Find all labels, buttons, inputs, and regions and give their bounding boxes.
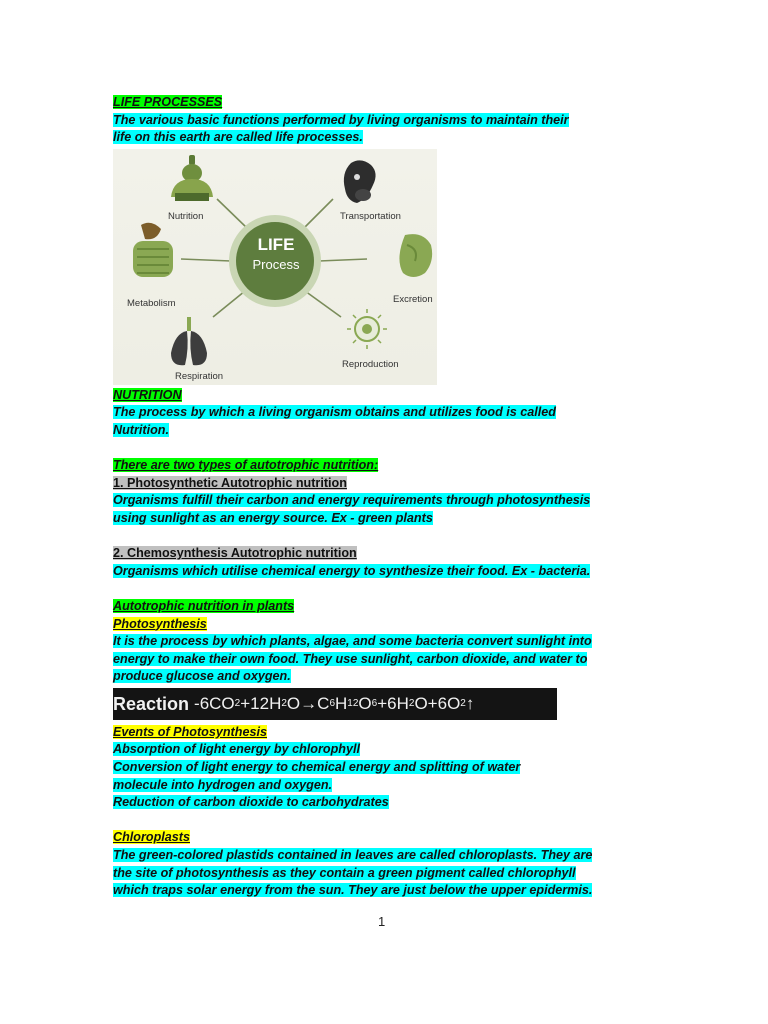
heading-photosynthesis: Photosynthesis (113, 616, 207, 631)
chloroplasts-line-1: The green-colored plastids contained in leaves are called chloroplasts. They are (113, 848, 593, 863)
photosynthesis-line-2: energy to make their own food. They use sunlight, carbon dioxide, and water to (113, 651, 588, 666)
heading-type-2: 2. Chemosynthesis Autotrophic nutrition (113, 546, 357, 561)
heart-icon (344, 160, 376, 203)
label-transportation: Transportation (340, 210, 401, 222)
page-number: 1 (378, 914, 386, 929)
reaction-plus-2: + (377, 693, 388, 713)
reaction-water-sub: 2 (281, 697, 287, 709)
reaction-dash: - (194, 693, 200, 713)
reaction-up-arrow: ↑ (465, 693, 475, 713)
photosynthesis-line-3: produce glucose and oxygen. (113, 669, 291, 684)
type1-line-1: Organisms fulfill their carbon and energy requirements through photosynthesis (113, 493, 591, 508)
intro-line-1: The various basic functions performed by living organisms to maintain their (113, 112, 569, 127)
reaction-water-2: 6H (387, 693, 409, 713)
line-reproduction (305, 291, 341, 317)
reaction-plus-1: + (240, 693, 251, 713)
nutrition-icon (171, 155, 213, 201)
label-metabolism: Metabolism (127, 297, 176, 309)
photosynthesis-reaction-banner (113, 688, 557, 720)
line-metabolism (181, 259, 231, 261)
reaction-water-2-sub: 2 (408, 697, 415, 709)
reaction-co2-sub: 2 (234, 697, 241, 709)
reaction-glucose-c-sub: 6 (329, 697, 335, 709)
label-excretion: Excretion (393, 293, 433, 305)
lungs-icon (171, 317, 207, 365)
reaction-oxygen: 6O (437, 693, 461, 713)
digestive-system-icon (133, 223, 173, 277)
nutrition-line-1: The process by which a living organism obtains and utilizes food is called (113, 405, 556, 420)
events-line-2: Conversion of light energy to chemical energy and splitting of water (113, 760, 521, 775)
nutrition-line-2: Nutrition. (113, 422, 169, 437)
reaction-glucose-o-sub: 6 (371, 697, 378, 709)
chloroplasts-line-2: the site of photosynthesis as they contain a green pigment called chlorophyll (113, 865, 576, 880)
reaction-water-2-o: O (414, 693, 428, 713)
type1-line-2: using sunlight as an energy source. Ex - green plants (113, 510, 433, 525)
document-content (113, 94, 593, 900)
reaction-water-o: O (286, 693, 301, 713)
chloroplasts-line-3: which traps solar energy from the sun. They are just below the upper epidermis. (113, 883, 593, 898)
diagram-center-title: LIFE (257, 234, 295, 254)
heading-events: Events of Photosynthesis (113, 724, 267, 739)
heading-autotrophic-plants: Autotrophic nutrition in plants (113, 598, 295, 613)
line-excretion (319, 259, 367, 261)
reaction-water: 12H (250, 693, 282, 713)
events-line-3: molecule into hydrogen and oxygen. (113, 777, 333, 792)
heading-nutrition: NUTRITION (113, 387, 182, 402)
events-line-1: Absorption of light energy by chlorophyll (113, 742, 360, 757)
kidney-icon (399, 234, 432, 277)
heading-life-processes: LIFE PROCESSES (113, 95, 223, 109)
label-nutrition: Nutrition (168, 210, 204, 222)
reaction-arrow: → (300, 693, 318, 713)
reproduction-cell-icon (347, 309, 387, 349)
line-respiration (213, 291, 245, 317)
line-transportation (303, 199, 333, 229)
reaction-oxygen-sub: 2 (460, 697, 466, 709)
reaction-glucose-o: O (358, 693, 372, 713)
reaction-co2: 6CO (199, 693, 235, 713)
photosynthesis-line-1: It is the process by which plants, algae, and some bacteria convert sunlight into (113, 634, 592, 649)
reaction-glucose-h: H (335, 693, 348, 713)
diagram-center-subtitle: Process (252, 256, 300, 272)
heading-types: There are two types of autotrophic nutrition: (113, 458, 379, 473)
reaction-glucose-c: C (317, 693, 330, 713)
intro-line-2: life on this earth are called life processes. (113, 130, 363, 145)
type2-line-1: Organisms which utilise chemical energy to synthesize their food. Ex - bacteria. (113, 563, 591, 578)
heading-type-1: 1. Photosynthetic Autotrophic nutrition (113, 475, 347, 490)
reaction-glucose-h-sub: 12 (347, 697, 359, 709)
label-respiration: Respiration (175, 370, 224, 382)
life-process-diagram (113, 149, 437, 385)
label-reproduction: Reproduction (342, 358, 399, 370)
reaction-label: Reaction (113, 693, 190, 714)
reaction-plus-3: + (427, 693, 438, 713)
heading-chloroplasts: Chloroplasts (113, 830, 190, 845)
line-nutrition (217, 199, 248, 229)
events-line-4: Reduction of carbon dioxide to carbohydrates (113, 795, 389, 810)
